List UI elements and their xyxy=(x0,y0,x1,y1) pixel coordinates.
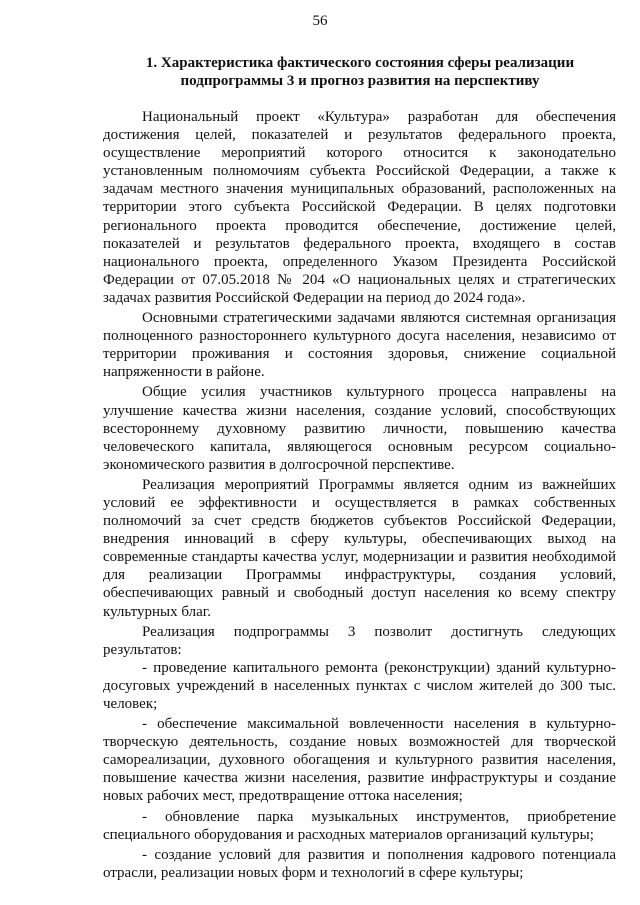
section-heading-line-1: 1. Характеристика фактического состояния сферы реализации xyxy=(145,55,575,71)
list-item-instruments: - обновление парка музыкальных инструментов, приобретение специального оборудования и расходных материалов организаций культуры; xyxy=(103,808,616,843)
section-heading-line-2: подпрограммы 3 и прогноз развития на перспективу xyxy=(180,73,540,89)
paragraph-program-implementation: Реализация мероприятий Программы является одним из важнейших условий ее эффективности и осуществляется в рамках собственных полномочий за счет средств бюджетов субъектов Российской Федерации, внедрения инноваций в сферу культуры, обеспечивающих выход на современные стандарты качества услуг, модернизации и развития необходимой для реализации Программы инфраструктуры, создания условий, обеспечивающих равный и свободный доступ населения ко всему спектру культурных благ. xyxy=(103,476,616,620)
paragraph-results-intro: Реализация подпрограммы 3 позволит достигнуть следующих результатов: xyxy=(103,623,616,658)
page-number: 56 xyxy=(312,13,328,29)
document-body xyxy=(103,108,616,882)
paragraph-main-tasks: Основными стратегическими задачами являются системная организация полноценного разностороннего культурного досуга населения, независимо от территории проживания и состояния здоровья, снижение социальной напряженности в районе. xyxy=(103,310,616,381)
list-item-capital-repair: - проведение капитального ремонта (реконструкции) зданий культурно-досуговых учреждений в населенных пунктах с числом жителей до 300 тыс. человек; xyxy=(103,659,616,712)
list-item-engagement: - обеспечение максимальной вовлеченности населения в культурно-творческую деятельность, создание новых возможностей для творческой самореализации, духовного обогащения и культурного развития населения, повышение качества жизни населения, развитие инфраструктуры и создание новых рабочих мест, предотвращение оттока населения; xyxy=(103,716,616,805)
section-heading xyxy=(120,54,600,90)
paragraph-national-project: Национальный проект «Культура» разработан для обеспечения достижения целей, показателей и результатов федерального проекта, осуществление мероприятий которого относится к законодательно установленным полномочиям субъекта Российской Федерации, а также к задачам местного значения муниципальных образований, расположенных на территории этого субъекта Российской Федерации. В целях подготовки регионального проекта проводится обеспечение, достижение целей, показателей и результатов федерального проекта, входящего в состав национального проекта, определенного Указом Президента Российской Федерации от 07.05.2018 № 204 «О национальных целях и стратегических задачах развития Российской Федерации на период до 2024 года». xyxy=(103,109,616,306)
list-item-personnel: - создание условий для развития и пополнения кадрового потенциала отрасли, реализации новых форм и технологий в сфере культуры; xyxy=(103,846,616,881)
paragraph-general-efforts: Общие усилия участников культурного процесса направлены на улучшение качества жизни населения, создание условий, способствующих всестороннему духовному развитию личности, повышению качества человеческого капитала, являющегося основным ресурсом социально-экономического развития в долгосрочной перспективе. xyxy=(103,384,616,473)
